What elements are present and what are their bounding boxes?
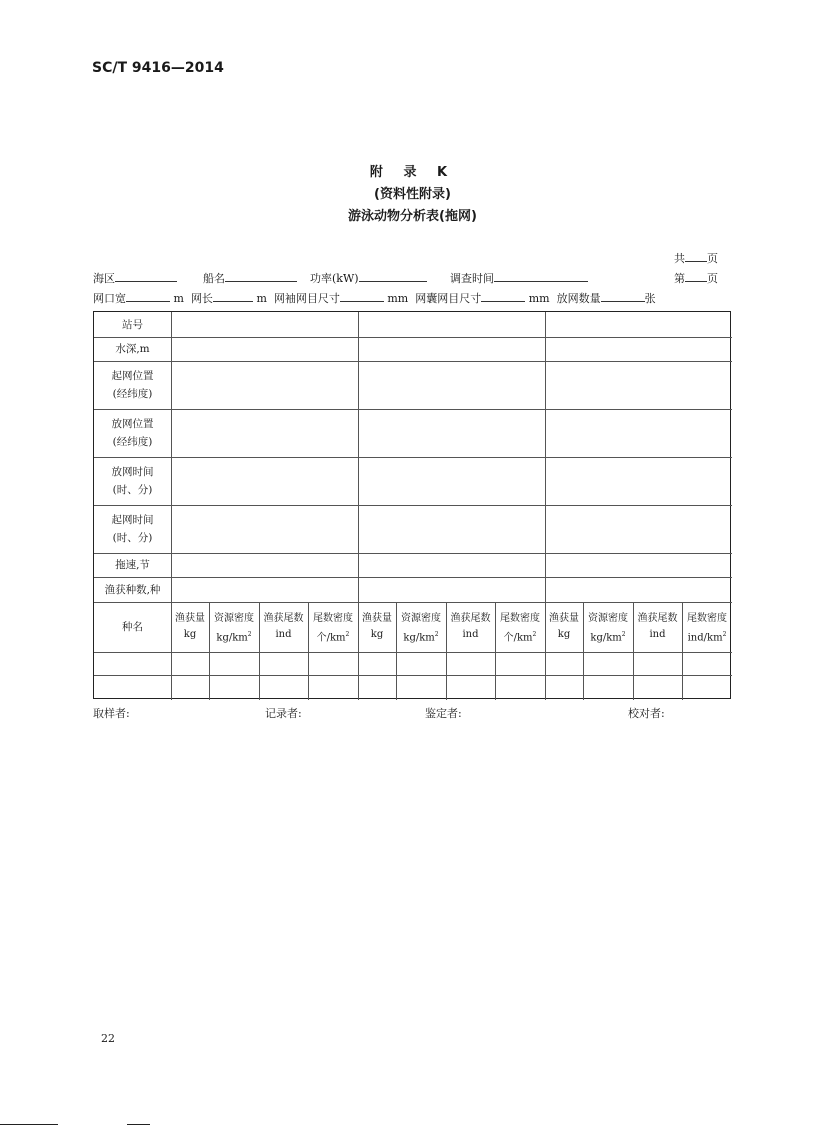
power-field[interactable] <box>359 270 427 282</box>
page-number: 22 <box>101 1032 115 1045</box>
row-label-line: 拖速,节 <box>115 559 150 571</box>
row-label-line: (经纬度) <box>112 436 153 448</box>
metric-header-unit <box>682 627 732 646</box>
row-label-line: 渔获种数,种 <box>104 583 161 596</box>
metric-header-name: 资源密度 <box>401 613 441 624</box>
form-title: 游泳动物分析表(拖网) <box>348 209 477 224</box>
page-index-prefix: 第 <box>674 272 685 285</box>
row-label-line: (经纬度) <box>112 388 153 400</box>
sampler-label: 取样者: <box>93 707 130 720</box>
page-index-field[interactable] <box>685 270 707 282</box>
metric-header <box>259 611 308 643</box>
page-index <box>674 270 718 286</box>
metric-header <box>308 611 358 646</box>
ship-name-field[interactable] <box>225 270 297 282</box>
total-pages <box>674 250 718 266</box>
table-row-rule <box>94 652 732 653</box>
row-label <box>94 463 171 499</box>
metric-unit-text: kg <box>557 629 571 640</box>
row-label-line: 起网时间 <box>111 514 154 526</box>
mouth-width-label: 网口宽 <box>93 292 126 305</box>
metric-unit-exponent: 2 <box>722 631 727 638</box>
total-pages-suffix: 页 <box>707 252 718 265</box>
table-row-rule <box>94 361 732 362</box>
metric-header-name: 渔获尾数 <box>263 613 304 624</box>
cod-mesh-label: 网囊网目尺寸 <box>415 292 482 305</box>
metric-unit-text: kg/km <box>590 632 622 644</box>
metric-header-unit <box>308 627 358 646</box>
metric-header-name: 渔获尾数 <box>637 613 678 624</box>
annex-label: 附 录 K <box>369 165 456 180</box>
metric-unit-text: kg/km <box>403 632 435 644</box>
annex-type: (资料性附录) <box>374 187 451 202</box>
ship-name-label: 船名 <box>203 272 225 285</box>
mouth-width-field[interactable] <box>126 290 170 302</box>
table-row-rule <box>94 457 732 458</box>
power-group <box>310 270 427 286</box>
metric-header-unit <box>633 627 682 643</box>
survey-time-field[interactable] <box>494 270 588 282</box>
metric-unit-exponent: 2 <box>434 631 439 638</box>
table-row-rule <box>94 505 732 506</box>
metric-header-name: 资源密度 <box>214 613 254 624</box>
cod-mesh-unit: mm <box>528 292 550 305</box>
bottom-rule-right <box>127 1124 150 1125</box>
metric-header-name: 渔获尾数 <box>450 613 491 624</box>
metric-header-unit <box>545 627 583 643</box>
page-index-suffix: 页 <box>707 272 718 285</box>
metric-header <box>545 611 583 643</box>
table-row-rule <box>94 602 732 603</box>
metric-header-name: 渔获量 <box>549 613 579 624</box>
row-label-line: 起网位置 <box>111 370 154 382</box>
metric-header-name: 尾数密度 <box>500 613 540 624</box>
row-label-line: 水深,m <box>115 343 150 355</box>
sea-area-field[interactable] <box>115 270 177 282</box>
net-length-label: 网长 <box>190 292 213 305</box>
table-row-rule <box>94 337 732 338</box>
metric-header-name: 渔获量 <box>175 613 205 624</box>
metric-header-unit <box>495 627 545 646</box>
total-pages-field[interactable] <box>685 250 707 262</box>
metric-unit-text: kg <box>183 629 197 640</box>
cod-mesh-field[interactable] <box>481 290 525 302</box>
survey-time-group <box>450 270 588 286</box>
sleeve-mesh-unit: mm <box>387 292 409 305</box>
haul-count-unit: 张 <box>644 292 656 305</box>
row-label-line: (时、分) <box>112 532 153 544</box>
metric-header-unit <box>583 627 633 646</box>
metric-unit-text: kg <box>370 629 384 640</box>
metric-header-unit <box>259 627 308 643</box>
row-label <box>94 316 171 334</box>
recorder-label: 记录者: <box>265 707 302 720</box>
row-label-line: 放网时间 <box>111 466 154 478</box>
metric-header-unit <box>396 627 446 646</box>
row-label <box>94 556 171 574</box>
row-label-line: 放网位置 <box>111 418 154 430</box>
table-row-rule <box>94 409 732 410</box>
metric-unit-text: ind <box>275 629 292 640</box>
haul-count-label: 放网数量 <box>556 292 601 305</box>
sleeve-mesh-field[interactable] <box>340 290 384 302</box>
identifier-label: 鉴定者: <box>425 707 462 720</box>
annex-title-block <box>0 162 825 228</box>
sea-area-group <box>93 270 177 286</box>
standard-code: SC/T 9416—2014 <box>92 60 224 76</box>
metric-header <box>583 611 633 646</box>
metric-header-name: 尾数密度 <box>687 613 727 624</box>
ship-name-group <box>203 270 297 286</box>
net-length-field[interactable] <box>213 290 253 302</box>
row-label-line: 站号 <box>122 318 143 331</box>
mouth-width-unit: m <box>173 292 184 305</box>
metric-header-name: 资源密度 <box>588 613 628 624</box>
metric-unit-text: 个/km <box>316 632 346 644</box>
metric-header <box>396 611 446 646</box>
sleeve-mesh-label: 网袖网目尺寸 <box>273 292 340 305</box>
haul-count-field[interactable] <box>601 290 645 302</box>
bottom-rule-left <box>0 1124 58 1125</box>
species-name-header: 种名 <box>122 621 143 633</box>
metric-unit-text: ind <box>462 629 479 640</box>
metric-header <box>633 611 682 643</box>
table-row-rule <box>94 675 732 676</box>
checker-label: 校对者: <box>628 707 665 720</box>
row-label <box>94 415 171 451</box>
power-label: 功率(kW) <box>310 272 359 285</box>
metric-unit-exponent: 2 <box>345 631 350 638</box>
row-label <box>94 340 171 358</box>
row-label-line: (时、分) <box>112 484 153 496</box>
row-label <box>94 581 171 599</box>
analysis-table <box>93 311 731 699</box>
table-row-rule <box>94 553 732 554</box>
metric-unit-text: kg/km <box>216 632 248 644</box>
metric-unit-text: 个/km <box>503 632 533 644</box>
metric-header-unit <box>446 627 495 643</box>
metric-header <box>209 611 259 646</box>
table-row-rule <box>94 577 732 578</box>
metric-unit-exponent: 2 <box>532 631 537 638</box>
row-label <box>94 511 171 547</box>
metric-header <box>682 611 732 646</box>
net-params-row <box>93 290 656 306</box>
survey-time-label: 调查时间 <box>450 272 494 285</box>
net-length-unit: m <box>256 292 267 305</box>
metric-unit-text: ind/km <box>687 632 723 644</box>
sea-area-label: 海区 <box>93 272 115 285</box>
metric-header-name: 尾数密度 <box>313 613 353 624</box>
metric-header-unit <box>209 627 259 646</box>
metric-unit-exponent: 2 <box>621 631 626 638</box>
metric-unit-text: ind <box>649 629 666 640</box>
row-label <box>94 367 171 403</box>
metric-header-unit <box>171 627 209 643</box>
metric-header-unit <box>358 627 396 643</box>
metric-header <box>495 611 545 646</box>
metric-header-name: 渔获量 <box>362 613 392 624</box>
metric-unit-exponent: 2 <box>247 631 252 638</box>
metric-header <box>358 611 396 643</box>
metric-header <box>446 611 495 643</box>
total-pages-prefix: 共 <box>674 252 685 265</box>
metric-header <box>171 611 209 643</box>
